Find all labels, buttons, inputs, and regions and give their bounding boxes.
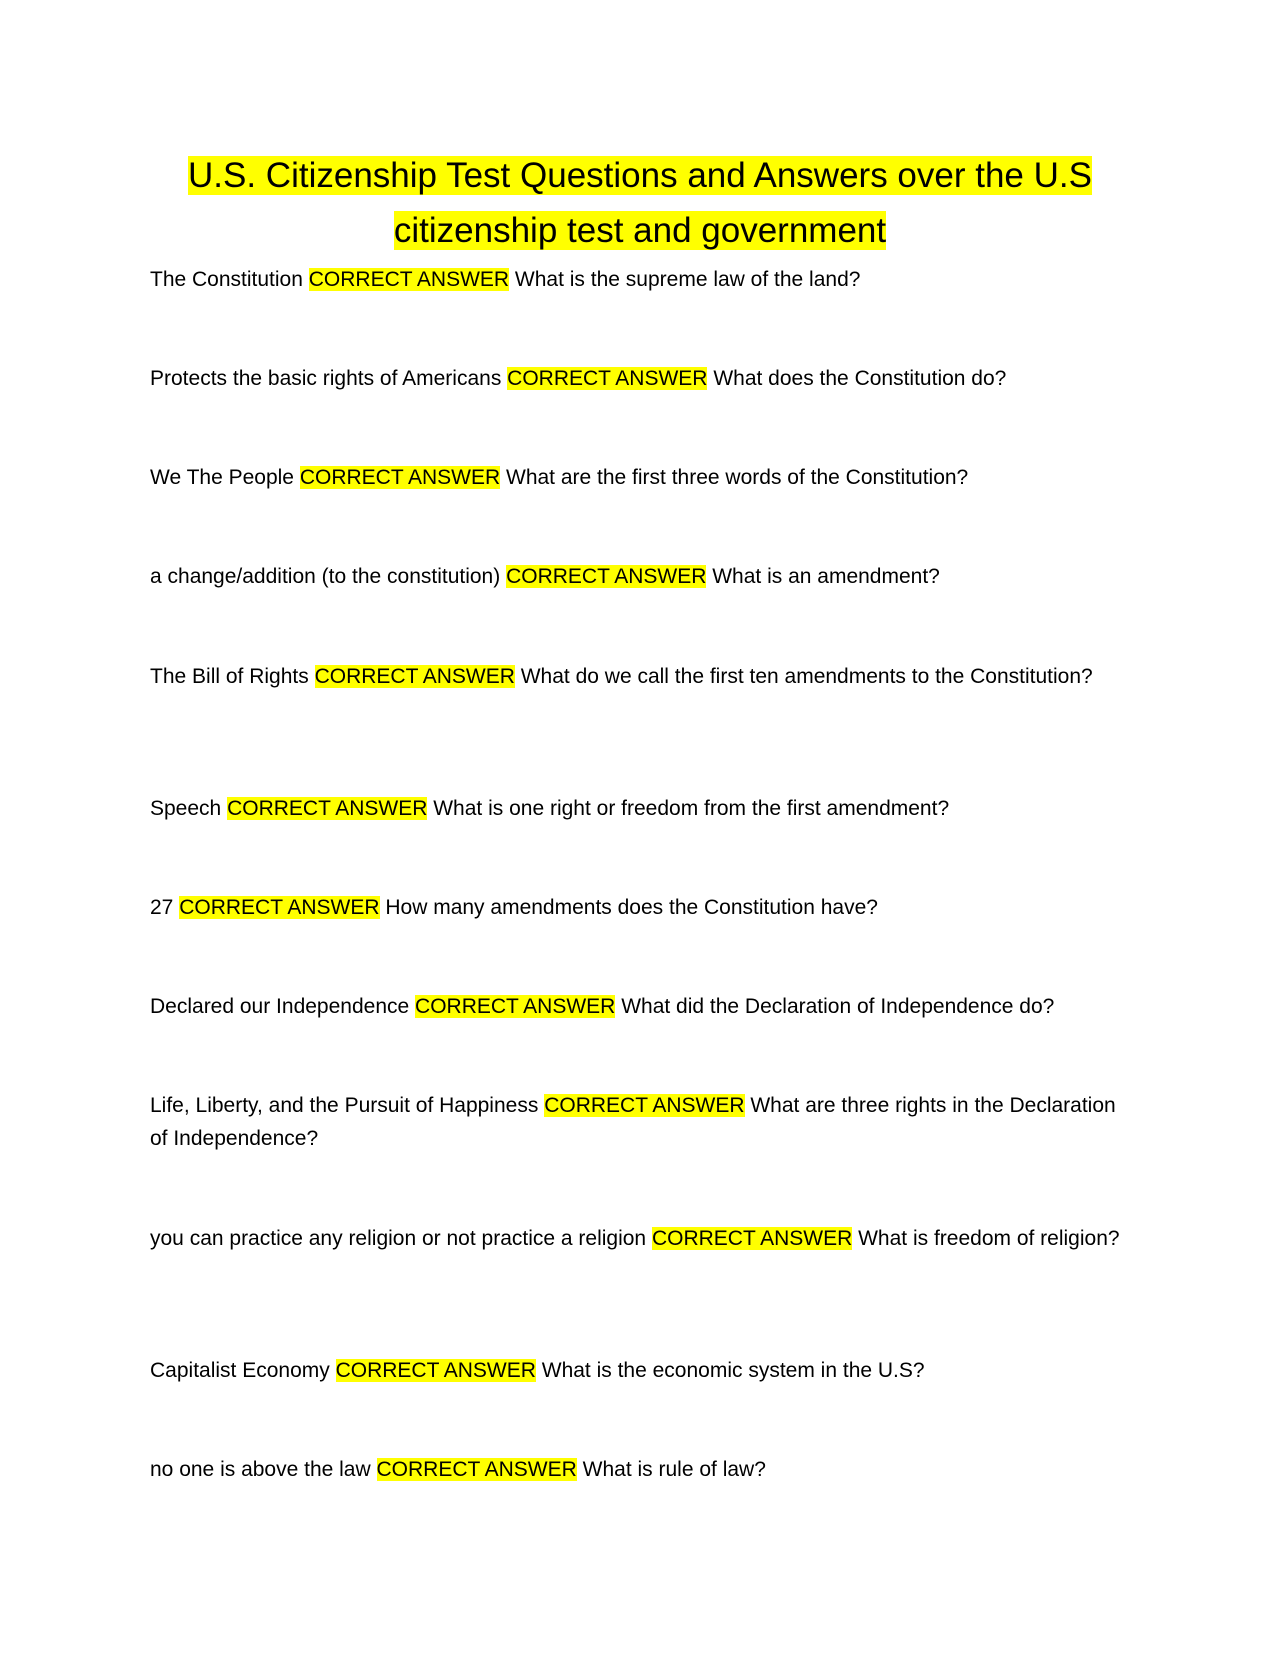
qa-item bbox=[150, 1354, 1125, 1387]
answer-text: Declared our Independence bbox=[150, 995, 410, 1018]
correct-answer-label: CORRECT ANSWER bbox=[415, 995, 616, 1018]
question-text: What is the supreme law of the land? bbox=[514, 268, 861, 291]
qa-item bbox=[150, 461, 1125, 494]
document-title bbox=[150, 148, 1130, 258]
qa-item bbox=[150, 792, 1125, 825]
answer-text: 27 bbox=[150, 896, 174, 919]
correct-answer-label: CORRECT ANSWER bbox=[299, 466, 501, 489]
correct-answer-label: CORRECT ANSWER bbox=[507, 367, 708, 390]
question-text: What is one right or freedom from the first amendment? bbox=[433, 797, 950, 820]
correct-answer-label: CORRECT ANSWER bbox=[506, 565, 707, 588]
correct-answer-label: CORRECT ANSWER bbox=[314, 665, 515, 688]
qa-item bbox=[150, 560, 1125, 593]
qa-item bbox=[150, 1222, 1125, 1255]
qa-item bbox=[150, 1089, 1125, 1155]
question-text: How many amendments does the Constitution have? bbox=[385, 896, 878, 919]
question-text: What does the Constitution do? bbox=[713, 367, 1007, 390]
correct-answer-label: CORRECT ANSWER bbox=[544, 1094, 745, 1117]
correct-answer-label: CORRECT ANSWER bbox=[335, 1359, 536, 1382]
question-text: What are the first three words of the Constitution? bbox=[506, 466, 969, 489]
correct-answer-label: CORRECT ANSWER bbox=[308, 268, 510, 291]
qa-item bbox=[150, 990, 1125, 1023]
qa-item bbox=[150, 891, 1125, 924]
question-text: What is freedom of religion? bbox=[858, 1227, 1120, 1250]
answer-text: The Constitution bbox=[150, 268, 303, 291]
document-title-text: U.S. Citizenship Test Questions and Answers over the U.S citizenship test and government bbox=[188, 156, 1092, 250]
answer-text: you can practice any religion or not practice a religion bbox=[150, 1227, 647, 1250]
question-text: What did the Declaration of Independence do? bbox=[621, 995, 1055, 1018]
question-text: What do we call the first ten amendments to the Constitution? bbox=[520, 665, 1093, 688]
correct-answer-label: CORRECT ANSWER bbox=[179, 896, 380, 919]
answer-text: Capitalist Economy bbox=[150, 1359, 330, 1382]
correct-answer-label: CORRECT ANSWER bbox=[376, 1458, 577, 1481]
qa-item bbox=[150, 1453, 1125, 1486]
qa-item bbox=[150, 660, 1125, 693]
question-text: What is the economic system in the U.S? bbox=[541, 1359, 925, 1382]
answer-text: Protects the basic rights of Americans bbox=[150, 367, 502, 390]
qa-item bbox=[150, 362, 1125, 395]
answer-text: Speech bbox=[150, 797, 222, 820]
question-text: What is rule of law? bbox=[582, 1458, 766, 1481]
answer-text: a change/addition (to the constitution) bbox=[150, 565, 501, 588]
answer-text: Life, Liberty, and the Pursuit of Happiness bbox=[150, 1094, 539, 1117]
question-text: What are three rights in the Declaration of Independence? bbox=[150, 1094, 1116, 1150]
answer-text: no one is above the law bbox=[150, 1458, 371, 1481]
correct-answer-label: CORRECT ANSWER bbox=[227, 797, 428, 820]
answer-text: The Bill of Rights bbox=[150, 665, 309, 688]
qa-item bbox=[150, 263, 1125, 296]
question-text: What is an amendment? bbox=[712, 565, 940, 588]
answer-text: We The People bbox=[150, 466, 294, 489]
correct-answer-label: CORRECT ANSWER bbox=[651, 1227, 853, 1250]
